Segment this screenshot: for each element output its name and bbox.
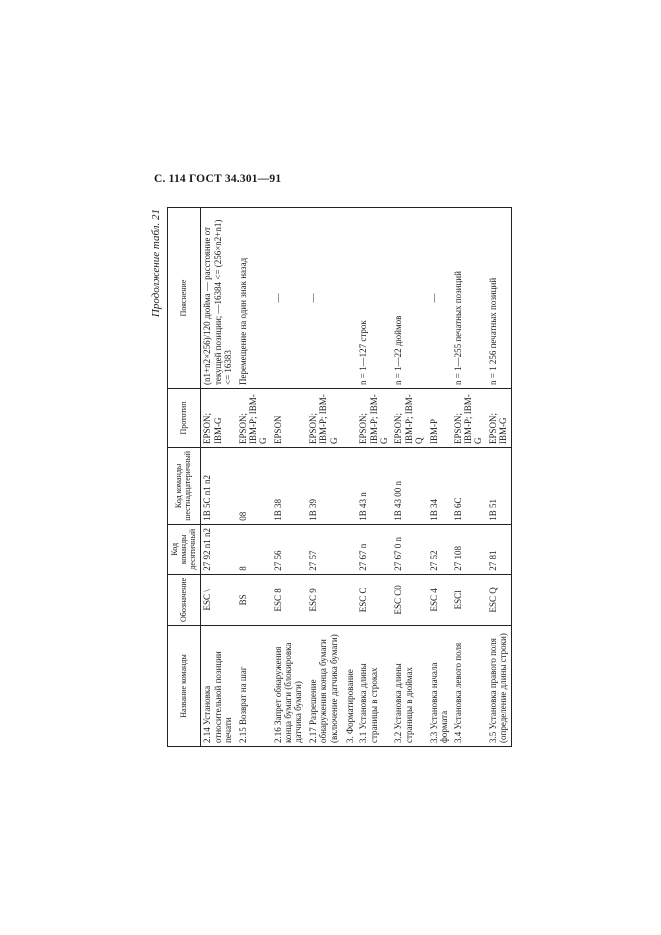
cell-name: 2.15 Возврат на шаг [237, 626, 272, 747]
table-header-row [168, 208, 201, 747]
cell-hex: 1B 6C [452, 448, 487, 525]
table-row-group [342, 208, 357, 747]
page-header: С. 114 ГОСТ 34.301—91 [154, 173, 282, 185]
cell-hex [342, 448, 357, 525]
table-row [307, 208, 342, 747]
cell-proto: EPSON; IBM-P; IBM-G [237, 389, 272, 448]
cell-designation: ESC C0 [392, 574, 427, 625]
table-row [357, 208, 392, 747]
table-row [272, 208, 307, 747]
cell-dec: 27 52 [428, 524, 452, 574]
cell-note: Перемещение на один знак назад [237, 208, 272, 389]
cell-dec: 27 92 n1 n2 [201, 524, 237, 574]
col-header-designation: Обозначение [168, 574, 201, 625]
cell-proto: EPSON; IBM-P; IBM-G [452, 389, 487, 448]
cell-name: 3. Форматирование [342, 626, 357, 747]
rotated-table-block [150, 207, 512, 747]
cell-proto: EPSON; IBM-P; IBM-Q [392, 389, 427, 448]
col-header-note: Пояснение [168, 208, 201, 389]
cell-designation: ESC 9 [307, 574, 342, 625]
cell-note: — [428, 208, 452, 389]
cell-dec: 27 81 [487, 524, 512, 574]
cell-designation: ESCl [452, 574, 487, 625]
cell-hex: 1B 34 [428, 448, 452, 525]
cell-name: 2.16 Запрет обнаружения конца бумаги (блокировка датчика бумаги) [272, 626, 307, 747]
table-row [487, 208, 512, 747]
cell-name: 3.4 Установка левого поля [452, 626, 487, 747]
cell-proto: EPSON; IBM-G [487, 389, 512, 448]
table-row [428, 208, 452, 747]
cell-hex: 1B 38 [272, 448, 307, 525]
cell-designation: ESC 8 [272, 574, 307, 625]
col-header-proto: Прототип [168, 389, 201, 448]
cell-dec [342, 524, 357, 574]
cell-note: n = 1—22 дюймов [392, 208, 427, 389]
cell-note: n = 1—255 печатных позиций [452, 208, 487, 389]
cell-proto [342, 389, 357, 448]
cell-designation: ESC 4 [428, 574, 452, 625]
command-table [167, 207, 512, 747]
cell-name: 2.14 Установка относительной позиции печати [201, 626, 237, 747]
table-row [392, 208, 427, 747]
cell-designation [342, 574, 357, 625]
cell-hex: 1B 51 [487, 448, 512, 525]
cell-designation: ESC Q [487, 574, 512, 625]
cell-designation: ESC \ [201, 574, 237, 625]
cell-dec: 8 [237, 524, 272, 574]
cell-designation: ESC C [357, 574, 392, 625]
table-row [201, 208, 237, 747]
cell-note: (n1+n2×256)/120 дюйма — расстояние от текущей позиции; —16384 <= (256×n2+n1) <= 16383 [201, 208, 237, 389]
cell-name: 3.1 Установка длины страницы в строках [357, 626, 392, 747]
cell-dec: 27 57 [307, 524, 342, 574]
table-caption: Продолжение табл. 21 [150, 209, 162, 318]
col-header-dec: Код команды десятичный [168, 524, 201, 574]
cell-proto: EPSON; IBM-P; IBM-G [357, 389, 392, 448]
cell-hex: 1B 43 00 n [392, 448, 427, 525]
cell-dec: 27 67 0 n [392, 524, 427, 574]
cell-proto: EPSON; IBM-G [201, 389, 237, 448]
col-header-hex: Код команды шестнадцатеричный [168, 448, 201, 525]
cell-proto: IBM-P [428, 389, 452, 448]
cell-note: — [272, 208, 307, 389]
table-row [452, 208, 487, 747]
table-row [237, 208, 272, 747]
cell-note: n = 1—127 строк [357, 208, 392, 389]
cell-note [342, 208, 357, 389]
cell-note: n = 1 256 печатных позиций [487, 208, 512, 389]
col-header-name: Название команды [168, 626, 201, 747]
cell-dec: 27 67 n [357, 524, 392, 574]
cell-designation: BS [237, 574, 272, 625]
cell-hex: 1B 39 [307, 448, 342, 525]
cell-dec: 27 108 [452, 524, 487, 574]
cell-dec: 27 56 [272, 524, 307, 574]
cell-name: 3.3 Установка начала формата [428, 626, 452, 747]
cell-hex: 1B 43 n [357, 448, 392, 525]
cell-name: 2.17 Разрешение обнаружения конца бумаги (включение датчика бумаги) [307, 626, 342, 747]
cell-note: — [307, 208, 342, 389]
cell-proto: EPSON; IBM-P; IBM-G [307, 389, 342, 448]
cell-hex: 1B 5C n1 n2 [201, 448, 237, 525]
cell-name: 3.5 Установка правого поля (определение длины строки) [487, 626, 512, 747]
cell-hex: 08 [237, 448, 272, 525]
cell-proto: EPSON [272, 389, 307, 448]
cell-name: 3.2 Установка длины страницы в дюймах [392, 626, 427, 747]
